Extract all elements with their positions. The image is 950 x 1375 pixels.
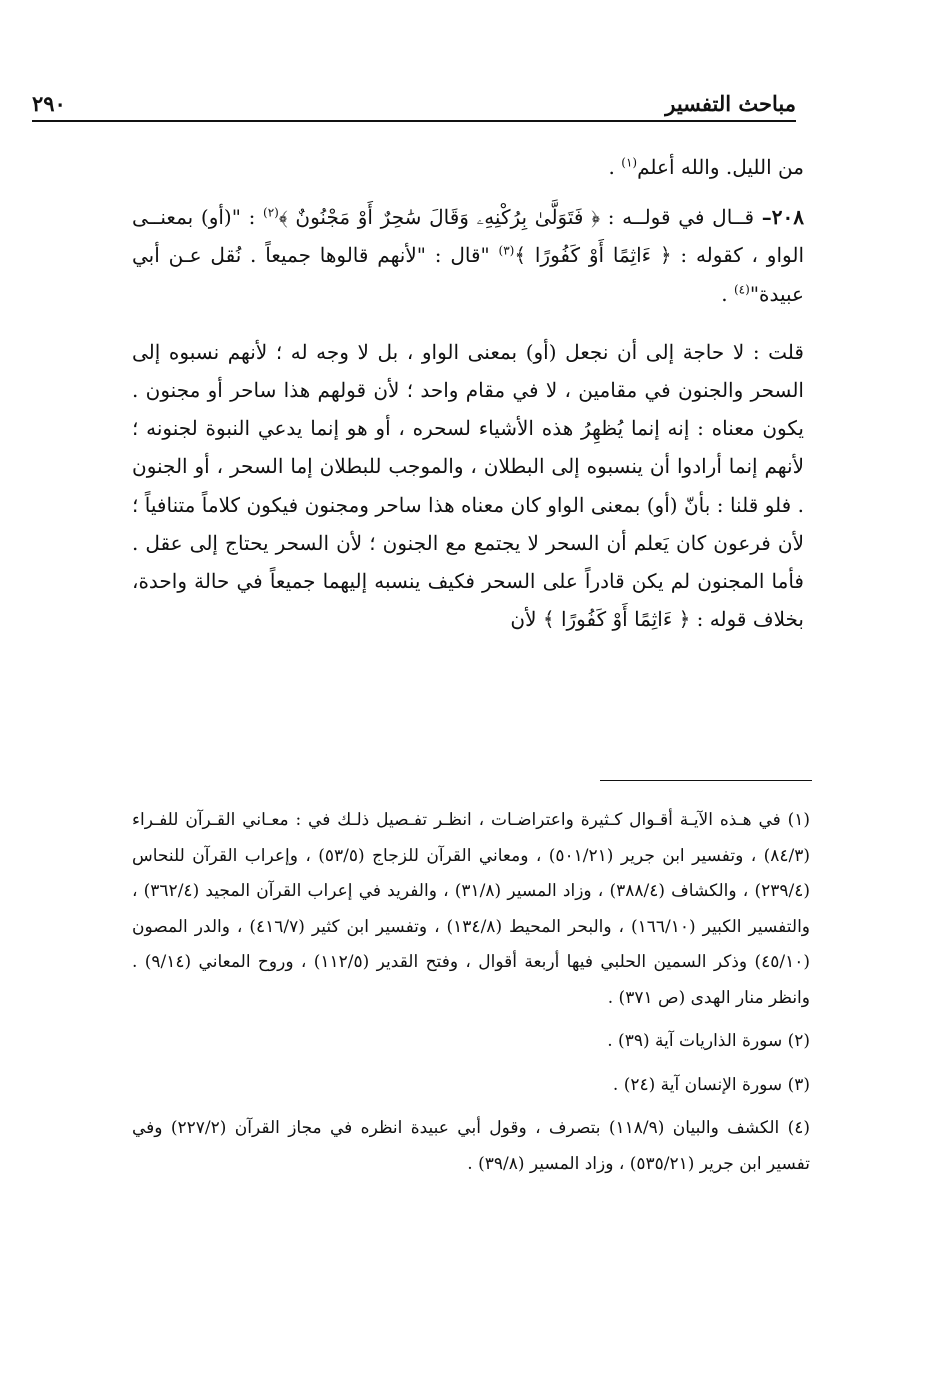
running-title: مباحث التفسير (665, 91, 796, 116)
page-number: ٢٩٠ (32, 91, 66, 116)
paragraph-intro (132, 148, 804, 186)
para208-end: . (721, 281, 734, 306)
para208-part-a: قــال في قولــه : ﴿ فَتَوَلَّىٰ بِرُكْنِهِۦ وَقَالَ سَٰحِرٌ أَوْ مَجْنُونٌ ﴾ (278, 205, 762, 230)
footnote-ref-3: (٣) (498, 243, 515, 258)
footnote-4: (٤) الكشف والبيان (١١٨/٩) بتصرف ، وقول أبي عبيدة انظره في مجاز القرآن (٢٢٧/٢) وفي تفسير ابن جرير (٥٣٥/٢١) ، وزاد المسير (٣٩/٨) . (132, 1118, 810, 1174)
intro-end: . (608, 155, 622, 179)
footnote-3: (٣) سورة الإنسان آية (٢٤) . (612, 1074, 810, 1095)
para208-part-b: : "(أو) بمعنــى الواو ، كقوله : ﴿ ءَاثِمًا أَوْ كَفُورًا ﴾ (132, 205, 804, 268)
intro-text: من الليل. والله أعلم (637, 155, 804, 179)
footnote-ref-2: (٢) (263, 205, 279, 220)
footnote-1: (١) في هـذه الآيـة أقـوال كـثيرة واعتراضـات ، انظـر تفـصيل ذلـك في : معـاني القـرآن للفـراء (٨٤/٣) ، وتفسير ابن جرير (٥٠١/٢١) ، ومعاني القرآن للزجاج (٥٣/٥) ، وإعراب القرآن للنحاس (٢٣٩/٤) ، والكشاف (٣٨٨/٤) ، وزاد المسير (٣١/٨) ، والفريد في إعراب القرآن المجيد (٣٦٢/٤) ، والتفسير الكبير (١٦٦/١٠) ، والبحر المحيط (١٣٤/٨) ، وتفسير ابن كثير (٤١٦/٧) ، والدر المصون (٤٥/١٠) وذكر السمين الحلبي فيها أربعة أقوال ، وفتح القدير (١١٢/٥) ، وروح المعاني (٩/١٤) . وانظر منار الهدى (ص ٣٧١) . (132, 810, 811, 1008)
paragraph-qult: قلت : لا حاجة إلى أن نجعل (أو) بمعنى الواو ، بل لا وجه له ؛ لأنهم نسبوه إلى السحر والجنون في مقامين ، لا في مقام واحد ؛ لأن قولهم هذا ساحر أو مجنون . يكون معناه : إنه إنما يُظهِرُ هذه الأشياء لسحره ، أو هو إنما يدعي النبوة لجنونه ؛ لأنهم إنما أرادوا أن ينسبوه إلى البطلان ، والموجب للبطلان إما السحر ، أو الجنون . فلو قلنا : بأنّ (أو) بمعنى الواو كان معناه هذا ساحر ومجنون فيكون كلاماً متنافياً ؛ لأن فرعون كان يَعلم أن السحر لا يجتمع مع الجنون ؛ لأن السحر يحتاج إلى عقل . فأما المجنون لم يكن قادراً على السحر فكيف ينسبه إليهما جميعاً في حالة واحدة، بخلاف قوله : ﴿ ءَاثِمًا أَوْ كَفُورًا ﴾ لأن (132, 339, 804, 632)
footnote-separator (600, 780, 812, 781)
main-text (132, 148, 804, 638)
paragraph-number: ٢٠٨– (761, 205, 805, 230)
footnote-ref-1: (١) (621, 155, 638, 170)
paragraph-208 (132, 198, 804, 313)
footnotes (132, 803, 810, 1190)
para208-part-c: "قال : "لأنهم قالوها جميعاً . نُقل عـن أبي عبيدة" (132, 243, 804, 306)
footnote-ref-4: (٤) (733, 281, 750, 296)
footnote-2: (٢) سورة الذاريات آية (٣٩) . (607, 1031, 810, 1051)
running-header (32, 84, 796, 122)
